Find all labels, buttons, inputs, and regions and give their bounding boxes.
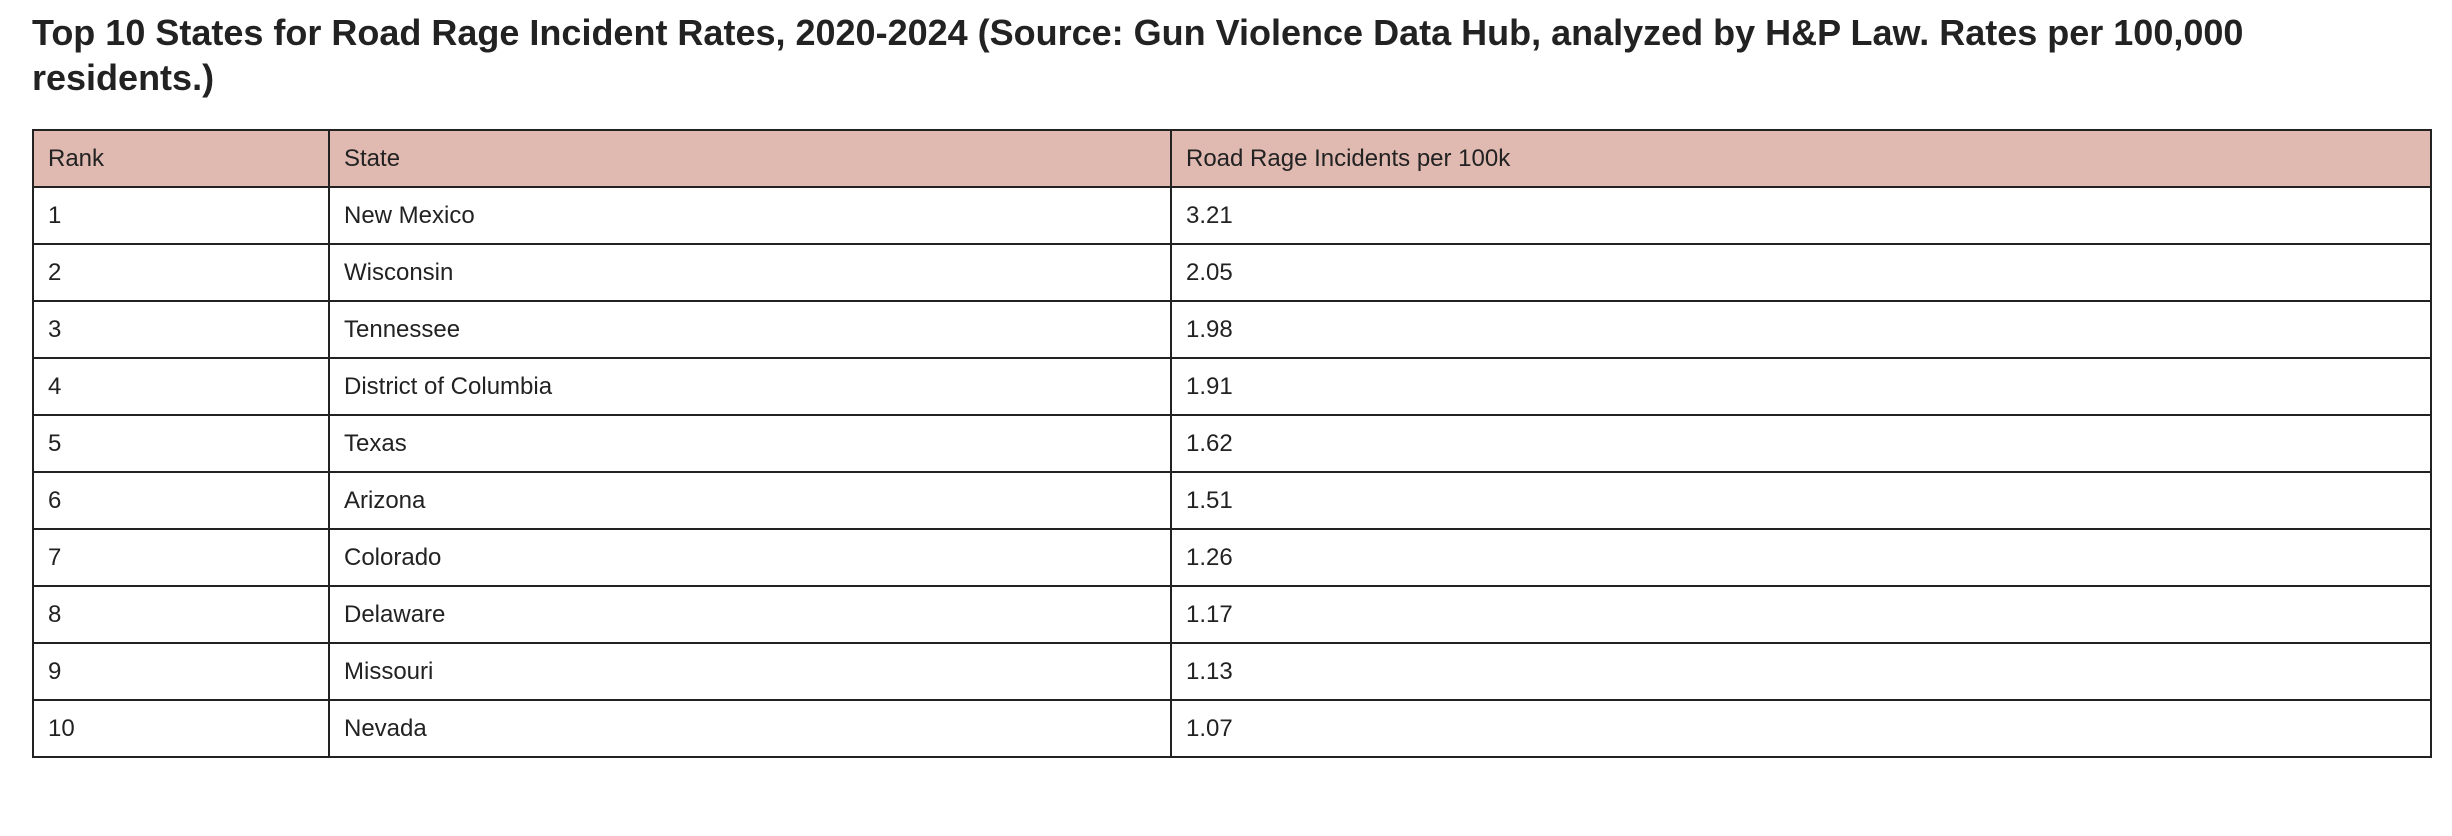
rate-cell: 1.62 — [1171, 415, 2431, 472]
table-row — [33, 244, 2431, 301]
table-body — [33, 187, 2431, 757]
rank-cell: 7 — [33, 529, 329, 586]
state-cell: Nevada — [329, 700, 1171, 757]
header-state: State — [329, 130, 1171, 187]
table-row — [33, 301, 2431, 358]
rate-cell: 1.98 — [1171, 301, 2431, 358]
rank-cell: 10 — [33, 700, 329, 757]
rank-cell: 3 — [33, 301, 329, 358]
rank-cell: 6 — [33, 472, 329, 529]
table-row — [33, 586, 2431, 643]
header-rank: Rank — [33, 130, 329, 187]
table-container — [32, 129, 2430, 758]
table-header — [33, 130, 2431, 187]
rank-cell: 9 — [33, 643, 329, 700]
rate-cell: 1.91 — [1171, 358, 2431, 415]
road-rage-table — [32, 129, 2432, 758]
rate-cell: 1.51 — [1171, 472, 2431, 529]
table-row — [33, 643, 2431, 700]
state-cell: Tennessee — [329, 301, 1171, 358]
state-cell: New Mexico — [329, 187, 1171, 244]
table-row — [33, 472, 2431, 529]
table-row — [33, 415, 2431, 472]
table-row — [33, 187, 2431, 244]
header-row — [33, 130, 2431, 187]
table-title: Top 10 States for Road Rage Incident Rates, 2020-2024 (Source: Gun Violence Data Hub, analyzed by H&P Law. Rates per 100,000 residents.) — [32, 12, 2244, 98]
header-rate: Road Rage Incidents per 100k — [1171, 130, 2431, 187]
rate-cell: 1.17 — [1171, 586, 2431, 643]
table-row — [33, 700, 2431, 757]
rank-cell: 1 — [33, 187, 329, 244]
rank-cell: 8 — [33, 586, 329, 643]
rate-cell: 1.26 — [1171, 529, 2431, 586]
state-cell: Missouri — [329, 643, 1171, 700]
state-cell: Wisconsin — [329, 244, 1171, 301]
rank-cell: 4 — [33, 358, 329, 415]
table-row — [33, 358, 2431, 415]
rate-cell: 1.13 — [1171, 643, 2431, 700]
state-cell: Colorado — [329, 529, 1171, 586]
rate-cell: 2.05 — [1171, 244, 2431, 301]
state-cell: District of Columbia — [329, 358, 1171, 415]
state-cell: Texas — [329, 415, 1171, 472]
state-cell: Arizona — [329, 472, 1171, 529]
rate-cell: 3.21 — [1171, 187, 2431, 244]
state-cell: Delaware — [329, 586, 1171, 643]
rank-cell: 2 — [33, 244, 329, 301]
rank-cell: 5 — [33, 415, 329, 472]
rate-cell: 1.07 — [1171, 700, 2431, 757]
table-row — [33, 529, 2431, 586]
